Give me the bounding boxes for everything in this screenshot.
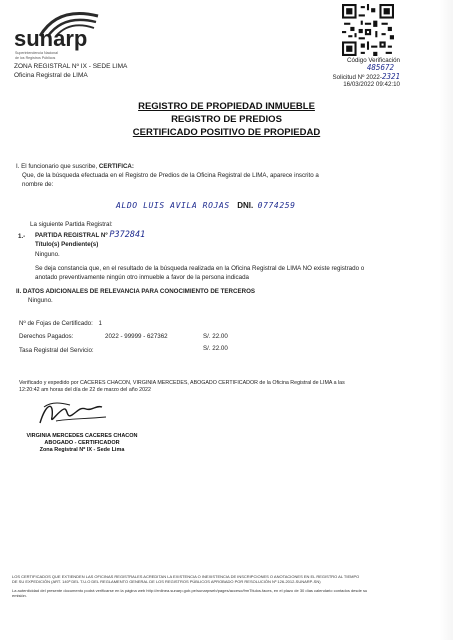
section2-value: Ninguno. xyxy=(28,297,53,304)
derechos-amount: S/. 22.00 xyxy=(203,333,228,340)
brand-tagline-1: Superintendencia Nacional xyxy=(15,51,58,55)
signer-role: ABOGADO - CERTIFICADOR xyxy=(44,440,120,447)
fojas-value: 1 xyxy=(98,320,102,327)
title-line-3: CERTIFICADO POSITIVO DE PROPIEDAD xyxy=(132,127,321,138)
footer-line-4: emisión. xyxy=(12,593,27,598)
fojas-line xyxy=(19,320,102,328)
verification-block xyxy=(300,57,400,88)
request-label: Solicitud Nº 2022- xyxy=(332,74,382,81)
verification-label: Código Verificación xyxy=(347,57,400,64)
title-line-1: REGISTRO DE PROPIEDAD INMUEBLE xyxy=(138,101,315,112)
verification-code: 485672 xyxy=(366,63,394,72)
item-number: 1.- xyxy=(18,233,26,240)
owner-name: ALDO LUIS AVILA ROJAS xyxy=(116,201,230,210)
scan-edge xyxy=(439,0,453,640)
dni-value: 0774259 xyxy=(257,201,296,210)
zone-label: ZONA REGISTRAL Nº IX - SEDE LIMA xyxy=(14,63,128,70)
title-line-2: REGISTRO DE PREDIOS xyxy=(171,114,282,125)
issuer-line-1: Verificado y expedido por CACERES CHACON, VIRGINIA MERCEDES, ABOGADO CERTIFICADOR de la Oficina Registral de LIMA a las xyxy=(19,380,345,386)
footer-line-2: DE SU EXPEDICIÓN (ART. 140º DEL T.U.O DEL REGLAMENTO GENERAL DE LOS REGISTROS PÚBLICOS APROBADO POR RESOLUCIÓN Nº 126-2012-SUNARP-SN) xyxy=(12,579,321,584)
footer-line-1: LOS CERTIFICADOS QUE EXTIENDEN LAS OFICINAS REGISTRALES ACREDITAN LA EXISTENCIA O INEXISTENCIA DE INSCRIPCIONES O ANOTACIONES EN EL REGISTRO AL TIEMPO xyxy=(12,574,360,579)
dni-label: DNI. xyxy=(237,201,254,210)
owner-line xyxy=(116,195,296,213)
section1-paragraph: Que, de la búsqueda efectuada en el Registro de Predios de la Oficina Registral de LIMA, aparece inscrito a xyxy=(22,172,319,179)
brand-tagline-2: de los Registros Públicos xyxy=(15,56,56,60)
request-datetime: 16/03/2022 09:42:10 xyxy=(343,81,400,88)
signer-name: VIRGINIA MERCEDES CACERES CHACON xyxy=(26,433,138,439)
signature-icon xyxy=(36,397,116,429)
intro-prefix: I. El funcionario que suscribe, xyxy=(16,163,98,170)
nombre-label: nombre de: xyxy=(22,181,54,188)
office-label: Oficina Registral de LIMA xyxy=(14,72,88,79)
constancia-2: anotado preventivamente ningún otro inmueble a favor de la persona indicada xyxy=(35,274,249,281)
titulos-value: Ninguno. xyxy=(35,251,60,258)
request-number: 2321 xyxy=(381,72,400,81)
partida-value: P372841 xyxy=(109,230,146,240)
derechos-label: Derechos Pagados: xyxy=(19,333,74,340)
signature-block xyxy=(22,433,142,455)
footer-line-3: La autenticidad del presente documento podrá verificarse en la página web http://enlinea.sunarp.gob.pe/sunarpweb/pages/acceso/frmTitulos.faces, en el plazo de 30 días calendario contados desde su xyxy=(12,588,368,593)
section2-heading: II. DATOS ADICIONALES DE RELEVANCIA PARA CONOCIMIENTO DE TERCEROS xyxy=(16,288,256,295)
tasa-label: Tasa Registral del Servicio: xyxy=(19,347,94,354)
titulos-label: Título(s) Pendiente(s) xyxy=(35,241,99,248)
brand-name: sunarp xyxy=(14,26,88,51)
partida-line xyxy=(35,231,145,240)
issuer-line-2: 12:20:42 am horas del día de 22 de marzo del año 2022 xyxy=(19,387,151,393)
request-line xyxy=(300,72,400,81)
partida-label: PARTIDA REGISTRAL Nº xyxy=(35,232,108,239)
fojas-label: Nº de Fojas de Certificado: xyxy=(19,320,93,327)
tasa-amount: S/. 22.00 xyxy=(203,345,228,352)
qr-code-icon xyxy=(342,4,394,56)
signer-zone: Zona Registral Nº IX - Sede Lima xyxy=(39,447,125,454)
partida-intro: La siguiente Partida Registral: xyxy=(30,221,113,228)
constancia-1: Se deja constancia que, en el resultado de la búsqueda realizada en la Oficina Registral de LIMA NO existe registrado o xyxy=(35,265,365,272)
section1-intro xyxy=(16,163,134,171)
derechos-ref: 2022 - 99999 - 627362 xyxy=(105,333,168,340)
certifica-label: CERTIFICA: xyxy=(98,163,134,170)
